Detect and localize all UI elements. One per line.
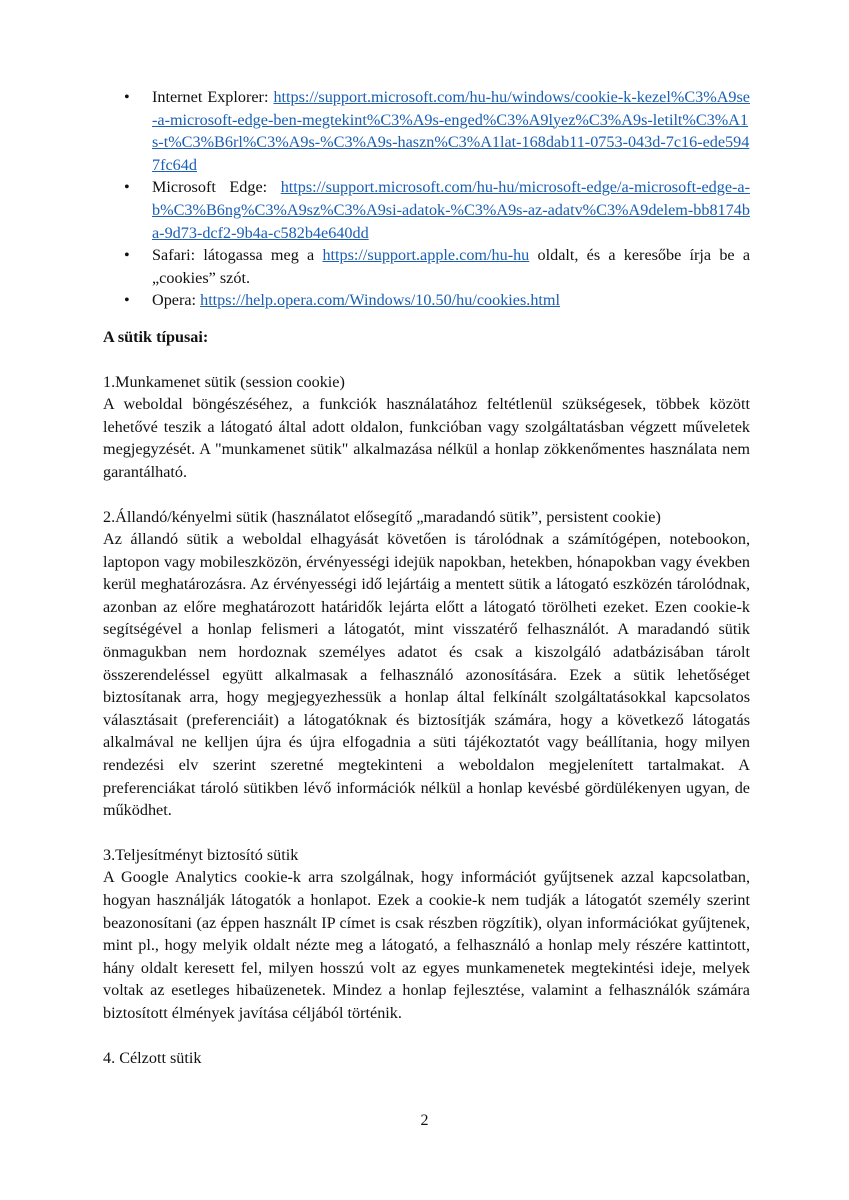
internet-explorer-link[interactable]: https://support.microsoft.com/hu-hu/windows/cookie-k-kezel%C3%A9se-a-microsoft-edge-ben-megtekint%C3%A9s-enged%C3%A9lyez%C3%A9s-letilt%C3%A1s-t%C3%B6rl%C3%A9s-%C3%A9s-haszn%C3%A1lat-168dab11-0753-043d-7c16-ede5947fc64d — [152, 88, 750, 174]
opera-link[interactable]: https://help.opera.com/Windows/10.50/hu/cookies.html — [200, 291, 561, 310]
safari-link[interactable]: https://support.apple.com/hu-hu — [322, 246, 530, 265]
bullet-prefix: Opera: — [152, 291, 197, 310]
section-title: 1.Munkamenet sütik (session cookie) — [103, 372, 345, 391]
bullet-dot-icon: • — [124, 291, 130, 310]
section-title: 4. Célzott sütik — [103, 1048, 202, 1067]
bullet-suffix: oldalt, és a keresőbe írja be a „cookies” szót. — [152, 246, 751, 287]
section-body: Az állandó sütik a weboldal elhagyását követően is tárolódnak a számítógépen, notebookon, laptopon vagy mobileszközön, érvényességi idejük napokban, hetekben, hónapokban vagy években kerül meghatározásra. Az érvényességi idő lejártáig a mentett sütik a látogató eszközén tárolódnak, azonban az előre meghatározott határidők lejárta előtt a látogató törölheti ezeket. Ezen cookie-k segítségével a honlap felismeri a látogatót, mint visszatérő felhasználót. A maradandó sütik önmagukban nem hordoznak személyes adatot és csak a kiszolgáló adatbázisában tárolt összerendeléssel együtt alkalmasak a felhasználó azonosítására. Ezek a sütik lehetőséget biztosítanak arra, hogy megjegyezhessük a honlap által felkínált szolgáltatásokkal kapcsolatos választásait (preferenciáit) a látogatóknak és biztosítják számára, hogy a következő látogatás alkalmával ne kelljen újra és újra elfogadnia a süti tájékoztatót vagy beállítania, hogy milyen rendezési elv szerint szeretné megtekinteni a weboldalon megjelenített tartalmakat. A preferenciákat tároló sütikben lévő információk nélkül a honlap kevésbé gördülékenyen ugyan, de működhet. — [103, 530, 750, 820]
section-persistent-cookies — [103, 506, 750, 822]
list-item-internet-explorer — [103, 86, 750, 176]
section-session-cookies — [103, 371, 750, 484]
microsoft-edge-link[interactable]: https://support.microsoft.com/hu-hu/microsoft-edge/a-microsoft-edge-a-b%C3%B6ng%C3%A9sz%C3%A9si-adatok-%C3%A9s-az-adatv%C3%A9delem-bb8174ba-9d73-dcf2-9b4a-c582b4e640dd — [152, 178, 750, 242]
section-title: 2.Állandó/kényelmi sütik (használatot elősegítő „maradandó sütik”, persistent cookie) — [103, 507, 661, 526]
bullet-dot-icon: • — [124, 178, 130, 197]
section-title: 3.Teljesítményt biztosító sütik — [103, 845, 299, 864]
page-number: 2 — [420, 1112, 429, 1129]
document-page — [103, 86, 750, 1069]
bullet-prefix: Safari: látogassa meg a — [152, 246, 315, 265]
list-item-safari — [103, 244, 750, 289]
section-body: A Google Analytics cookie-k arra szolgálnak, hogy információt gyűjtsenek azzal kapcsolatban, hogyan használják látogatók a honlapot. Ezek a cookie-k nem tudják a látogatót személy szerint beazonosítani (az éppen használt IP címet is csak részben rögzítik), olyan információkat gyűjtenek, mint pl., hogy melyik oldalt nézte meg a látogató, a felhasználó a honlap mely részére kattintott, hány oldalt keresett fel, milyen hosszú volt az egyes munkamenetek megtekintési ideje, melyek voltak az esetleges hibaüzenetek. Mindez a honlap fejlesztése, valamint a felhasználók számára biztosított élmények javítása céljából történik. — [103, 868, 750, 1022]
list-item-opera — [103, 289, 750, 312]
section-body: A weboldal böngészéséhez, a funkciók használatához feltétlenül szükségesek, többek között lehetővé teszik a látogató által adott oldalon, funkcióban vagy szolgáltatásban végzett műveletek megjegyzését. A "munkamenet sütik" alkalmazása nélkül a honlap zökkenőmentes használata nem garantálható. — [103, 395, 750, 481]
bullet-dot-icon: • — [124, 88, 130, 106]
section-targeted-cookies — [103, 1047, 750, 1070]
section-performance-cookies — [103, 844, 750, 1025]
section-heading: A sütik típusai: — [103, 327, 209, 346]
browser-list — [103, 86, 750, 312]
list-item-microsoft-edge — [103, 176, 750, 244]
bullet-label: Internet Explorer: — [152, 88, 269, 106]
bullet-label: Microsoft Edge: — [152, 178, 268, 197]
bullet-dot-icon: • — [124, 246, 130, 265]
